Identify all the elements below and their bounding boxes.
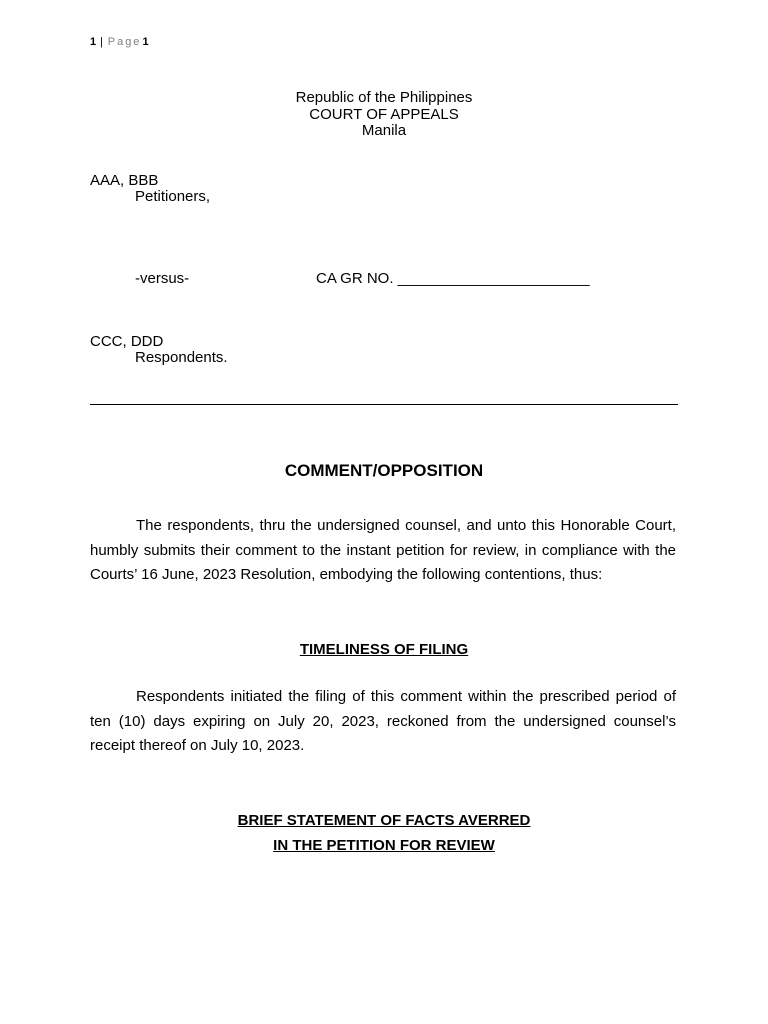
timeliness-paragraph: Respondents initiated the filing of this comment within the prescribed period of ten (10) days expiring on July 20, 2023, reckoned from the undersigned counsel’s receipt thereof on July 10, 2023.: [90, 688, 676, 754]
petitioners-label: Petitioners,: [135, 188, 211, 205]
case-number: CA GR NO. _______________________: [316, 270, 590, 287]
page-total: 1: [142, 36, 149, 48]
respondents-label: Respondents.: [135, 349, 228, 366]
page-separator: |: [100, 36, 104, 48]
court-line: COURT OF APPEALS: [309, 105, 459, 123]
respondents-names: CCC, DDD: [90, 333, 164, 350]
city-line: Manila: [361, 122, 407, 139]
page-word: Page: [107, 36, 142, 48]
document-title: COMMENT/OPPOSITION: [284, 461, 484, 480]
intro-paragraph: The respondents, thru the undersigned counsel, and unto this Honorable Court, humbly submits their comment to the instant petition for review, in compliance with the Courts’ 16 June, 2023 Resolution, embodying the following contentions, thus:: [90, 517, 676, 583]
page-number: 1: [90, 36, 97, 48]
caption-divider: [90, 404, 678, 405]
court-caption: [0, 90, 768, 140]
section-heading-timeliness: TIMELINESS OF FILING: [299, 641, 469, 658]
country-line: Republic of the Philippines: [295, 89, 473, 106]
petitioners-names: AAA, BBB: [90, 172, 159, 189]
section-heading-facts-line1: BRIEF STATEMENT OF FACTS AVERRED: [237, 812, 531, 829]
page-header: [90, 36, 149, 48]
versus-label: -versus-: [135, 270, 190, 287]
section-heading-facts-line2: IN THE PETITION FOR REVIEW: [273, 837, 495, 854]
